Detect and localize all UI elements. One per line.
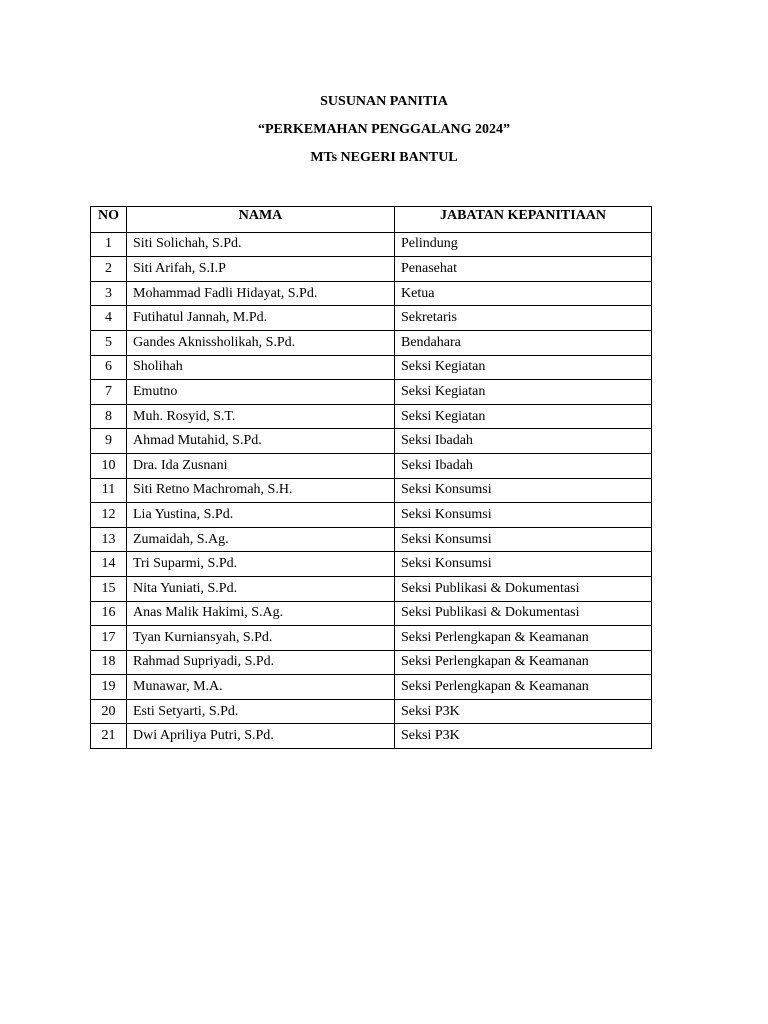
row-number-cell: 3 bbox=[91, 281, 127, 306]
committee-role-cell: Seksi Perlengkapan & Keamanan bbox=[395, 675, 652, 700]
committee-role-cell: Seksi Konsumsi bbox=[395, 552, 652, 577]
table-row bbox=[91, 675, 652, 700]
member-name-cell: Siti Solichah, S.Pd. bbox=[127, 232, 395, 257]
row-number-cell: 12 bbox=[91, 503, 127, 528]
table-row bbox=[91, 478, 652, 503]
member-name-cell: Lia Yustina, S.Pd. bbox=[127, 503, 395, 528]
table-row bbox=[91, 232, 652, 257]
committee-table bbox=[90, 206, 652, 749]
table-row bbox=[91, 330, 652, 355]
committee-role-cell: Seksi Konsumsi bbox=[395, 478, 652, 503]
row-number-cell: 14 bbox=[91, 552, 127, 577]
committee-role-cell: Seksi P3K bbox=[395, 699, 652, 724]
member-name-cell: Munawar, M.A. bbox=[127, 675, 395, 700]
table-row bbox=[91, 257, 652, 282]
table-row bbox=[91, 404, 652, 429]
table-row bbox=[91, 527, 652, 552]
member-name-cell: Siti Arifah, S.I.P bbox=[127, 257, 395, 282]
committee-role-cell: Seksi Ibadah bbox=[395, 453, 652, 478]
member-name-cell: Tri Suparmi, S.Pd. bbox=[127, 552, 395, 577]
member-name-cell: Nita Yuniati, S.Pd. bbox=[127, 576, 395, 601]
committee-role-cell: Seksi Publikasi & Dokumentasi bbox=[395, 601, 652, 626]
header-jabatan: JABATAN KEPANITIAAN bbox=[395, 207, 652, 233]
member-name-cell: Futihatul Jannah, M.Pd. bbox=[127, 306, 395, 331]
row-number-cell: 10 bbox=[91, 453, 127, 478]
committee-role-cell: Seksi Kegiatan bbox=[395, 355, 652, 380]
table-row bbox=[91, 650, 652, 675]
committee-role-cell: Penasehat bbox=[395, 257, 652, 282]
row-number-cell: 4 bbox=[91, 306, 127, 331]
member-name-cell: Mohammad Fadli Hidayat, S.Pd. bbox=[127, 281, 395, 306]
document-title: SUSUNAN PANITIA bbox=[320, 94, 448, 109]
row-number-cell: 9 bbox=[91, 429, 127, 454]
row-number-cell: 21 bbox=[91, 724, 127, 749]
committee-role-cell: Ketua bbox=[395, 281, 652, 306]
member-name-cell: Anas Malik Hakimi, S.Ag. bbox=[127, 601, 395, 626]
table-row bbox=[91, 355, 652, 380]
committee-role-cell: Seksi Perlengkapan & Keamanan bbox=[395, 650, 652, 675]
table-row bbox=[91, 453, 652, 478]
member-name-cell: Muh. Rosyid, S.T. bbox=[127, 404, 395, 429]
table-row bbox=[91, 429, 652, 454]
committee-role-cell: Seksi Konsumsi bbox=[395, 503, 652, 528]
member-name-cell: Sholihah bbox=[127, 355, 395, 380]
committee-role-cell: Seksi P3K bbox=[395, 724, 652, 749]
row-number-cell: 11 bbox=[91, 478, 127, 503]
table-row bbox=[91, 576, 652, 601]
row-number-cell: 18 bbox=[91, 650, 127, 675]
committee-role-cell: Seksi Ibadah bbox=[395, 429, 652, 454]
row-number-cell: 17 bbox=[91, 626, 127, 651]
table-row bbox=[91, 699, 652, 724]
table-row bbox=[91, 601, 652, 626]
committee-role-cell: Pelindung bbox=[395, 232, 652, 257]
member-name-cell: Emutno bbox=[127, 380, 395, 405]
row-number-cell: 7 bbox=[91, 380, 127, 405]
table-row bbox=[91, 503, 652, 528]
member-name-cell: Ahmad Mutahid, S.Pd. bbox=[127, 429, 395, 454]
member-name-cell: Rahmad Supriyadi, S.Pd. bbox=[127, 650, 395, 675]
row-number-cell: 15 bbox=[91, 576, 127, 601]
member-name-cell: Siti Retno Machromah, S.H. bbox=[127, 478, 395, 503]
committee-role-cell: Seksi Kegiatan bbox=[395, 404, 652, 429]
row-number-cell: 16 bbox=[91, 601, 127, 626]
table-row bbox=[91, 306, 652, 331]
member-name-cell: Dra. Ida Zusnani bbox=[127, 453, 395, 478]
committee-role-cell: Seksi Kegiatan bbox=[395, 380, 652, 405]
committee-role-cell: Sekretaris bbox=[395, 306, 652, 331]
table-row bbox=[91, 380, 652, 405]
table-header-row bbox=[91, 207, 652, 233]
event-name: “PERKEMAHAN PENGGALANG 2024” bbox=[258, 122, 510, 137]
committee-role-cell: Seksi Konsumsi bbox=[395, 527, 652, 552]
member-name-cell: Dwi Apriliya Putri, S.Pd. bbox=[127, 724, 395, 749]
table-row bbox=[91, 724, 652, 749]
row-number-cell: 19 bbox=[91, 675, 127, 700]
row-number-cell: 2 bbox=[91, 257, 127, 282]
header-nama: NAMA bbox=[127, 207, 395, 233]
row-number-cell: 13 bbox=[91, 527, 127, 552]
row-number-cell: 20 bbox=[91, 699, 127, 724]
table-body bbox=[91, 232, 652, 748]
member-name-cell: Gandes Aknissholikah, S.Pd. bbox=[127, 330, 395, 355]
committee-role-cell: Seksi Perlengkapan & Keamanan bbox=[395, 626, 652, 651]
institution-name: MTs NEGERI BANTUL bbox=[310, 150, 458, 165]
committee-role-cell: Seksi Publikasi & Dokumentasi bbox=[395, 576, 652, 601]
row-number-cell: 5 bbox=[91, 330, 127, 355]
table-row bbox=[91, 552, 652, 577]
table-row bbox=[91, 626, 652, 651]
member-name-cell: Zumaidah, S.Ag. bbox=[127, 527, 395, 552]
committee-role-cell: Bendahara bbox=[395, 330, 652, 355]
member-name-cell: Esti Setyarti, S.Pd. bbox=[127, 699, 395, 724]
row-number-cell: 1 bbox=[91, 232, 127, 257]
member-name-cell: Tyan Kurniansyah, S.Pd. bbox=[127, 626, 395, 651]
header-no: NO bbox=[91, 207, 127, 233]
row-number-cell: 8 bbox=[91, 404, 127, 429]
row-number-cell: 6 bbox=[91, 355, 127, 380]
table-row bbox=[91, 281, 652, 306]
